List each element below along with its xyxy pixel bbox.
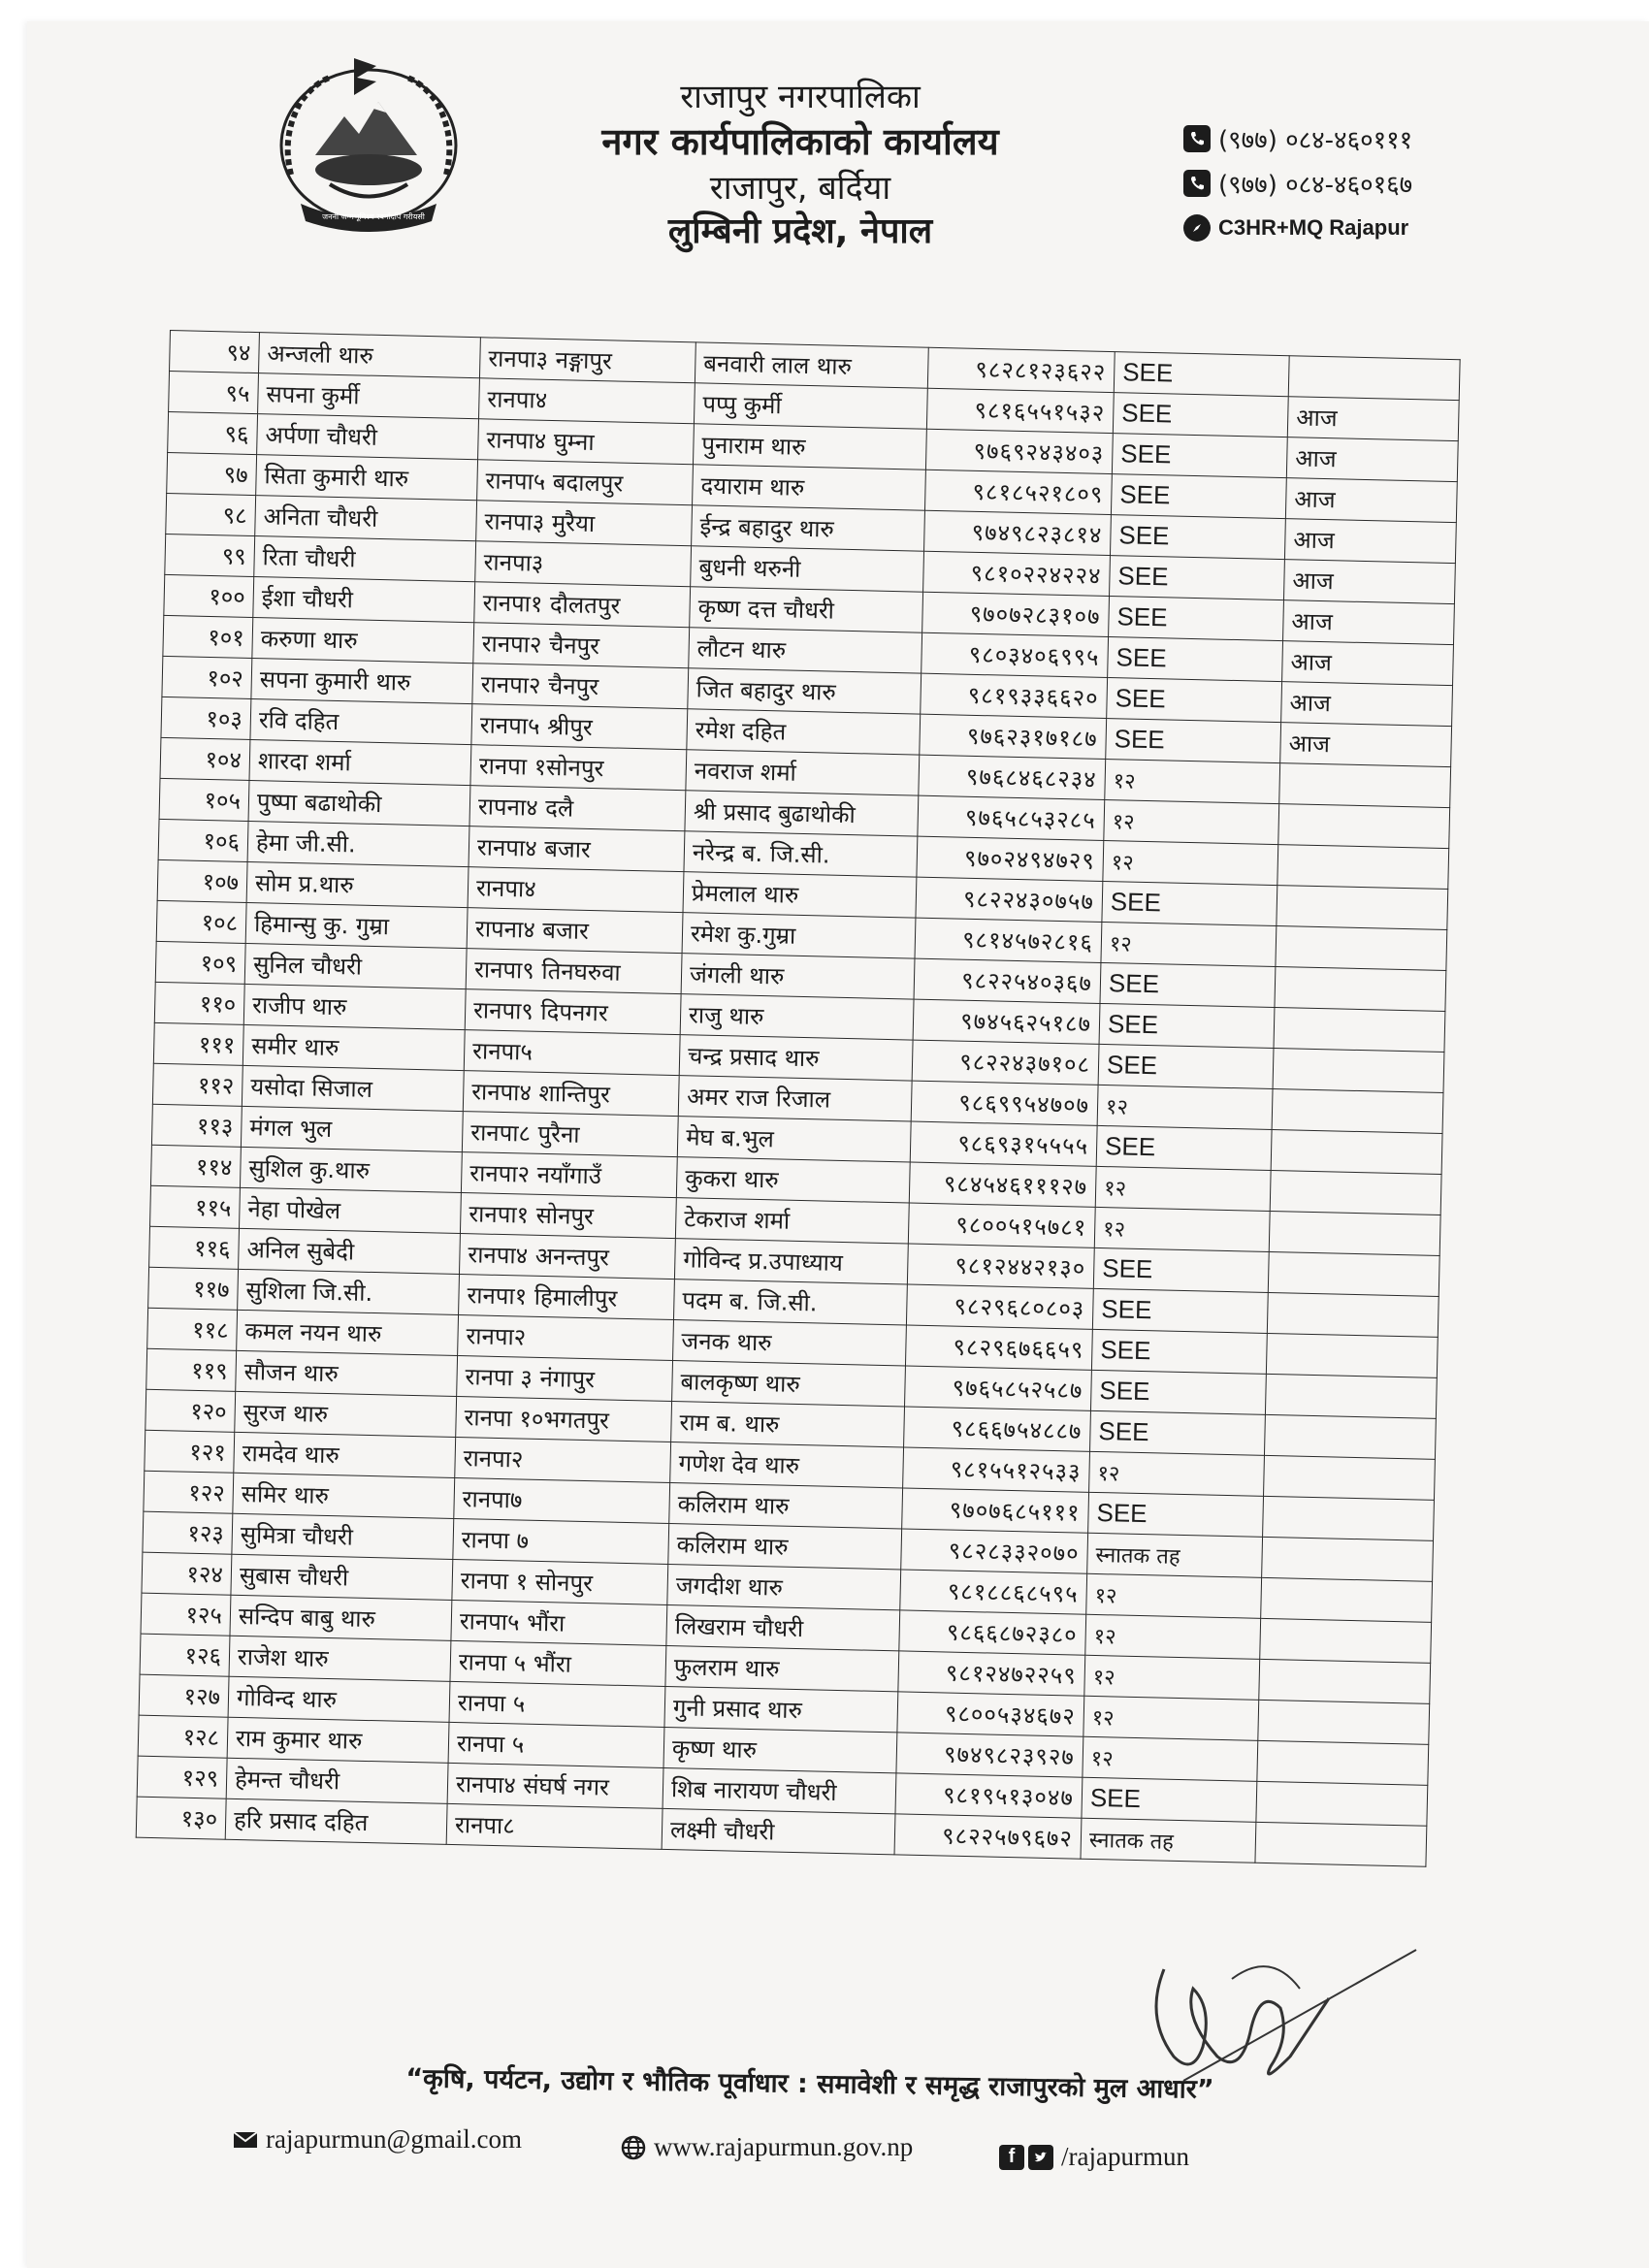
serial-number-cell: ११९ — [146, 1348, 237, 1391]
address-cell: रानपा ५ — [449, 1681, 665, 1727]
phone-number-cell: ९७४९८२३८१४ — [924, 510, 1112, 555]
education-level-cell: SEE — [1091, 1329, 1267, 1374]
twitter-icon — [1028, 2145, 1053, 2170]
contact-block — [1183, 122, 1412, 256]
education-level-cell: SEE — [1090, 1370, 1266, 1414]
remark-cell — [1277, 845, 1449, 890]
education-level-cell: SEE — [1110, 556, 1285, 600]
student-name-cell: हिमान्सु कु. गुम्रा — [245, 902, 468, 948]
education-level-cell: SEE — [1113, 393, 1288, 437]
guardian-name-cell: जित बहादुर थारु — [688, 668, 922, 714]
remark-cell: आज — [1287, 397, 1459, 441]
guardian-name-cell: पुनाराम थारु — [693, 424, 926, 470]
education-level-cell: SEE — [1110, 515, 1285, 560]
phone-number-cell: ९८२९६८०८०३ — [906, 1284, 1093, 1329]
student-name-cell: हरि प्रसाद दहित — [225, 1798, 447, 1844]
phone-number-cell: ९८१२४७२२५९ — [898, 1651, 1085, 1696]
phone-number-cell: ९८२२५४०३६७ — [914, 958, 1101, 1003]
guardian-name-cell: गुनी प्रसाद थारु — [664, 1686, 898, 1732]
guardian-name-cell: मेघ ब.भुल — [677, 1117, 911, 1162]
phone-number-cell: ९८२८१२३६२२ — [927, 347, 1115, 392]
guardian-name-cell: जंगली थारु — [681, 954, 915, 999]
records-table — [136, 330, 1461, 1867]
phone-number-cell: ९८१८८६८५९५ — [900, 1570, 1087, 1614]
guardian-name-cell: रमेश दहित — [687, 709, 921, 755]
guardian-name-cell: श्री प्रसाद बुढाथोकी — [685, 791, 919, 836]
serial-number-cell: ११० — [154, 982, 244, 1024]
education-level-cell: SEE — [1112, 434, 1287, 478]
address-cell: रानपा९ तिनघरुवा — [466, 949, 682, 994]
education-level-cell: १२ — [1103, 840, 1278, 885]
phone-number-cell: ९७६८४६८२३४ — [919, 755, 1106, 799]
education-level-cell: SEE — [1082, 1777, 1257, 1822]
address-cell: रानपा १सोनपुर — [470, 745, 687, 791]
phone-number-cell: ९८१५५१२५३३ — [903, 1447, 1090, 1492]
guardian-name-cell: लक्ष्मी चौधरी — [662, 1808, 895, 1854]
education-level-cell: १२ — [1084, 1655, 1260, 1700]
phone-number-cell: ९८१६५५१५३२ — [926, 388, 1114, 433]
student-name-cell: राम कुमार थारु — [227, 1717, 449, 1763]
phone-number-cell: ९८२२४३०७५७ — [916, 877, 1103, 922]
remark-cell: आज — [1281, 682, 1453, 727]
footer-website[interactable] — [621, 2132, 913, 2162]
serial-number-cell: १०३ — [161, 697, 251, 739]
address-cell: रानपा४ — [468, 867, 684, 913]
remark-cell — [1258, 1700, 1430, 1744]
remark-cell — [1271, 1129, 1442, 1174]
serial-number-cell: ९८ — [166, 493, 256, 535]
education-level-cell: SEE — [1093, 1247, 1269, 1292]
footer-social[interactable] — [999, 2142, 1189, 2172]
address-cell: रानपा १ सोनपुर — [452, 1559, 668, 1604]
guardian-name-cell: बालकृष्ण थारु — [672, 1361, 906, 1407]
education-level-cell: SEE — [1114, 352, 1289, 397]
student-name-cell: ईशा चौधरी — [253, 577, 475, 623]
phone-number-cell: ९७६५८५३२८५ — [918, 795, 1105, 840]
guardian-name-cell: ईन्द्र बहादुर थारु — [692, 505, 925, 551]
student-name-cell: हेमा जी.सी. — [247, 821, 469, 866]
phone-number-1: (९७७) ०८४-४६०१११ — [1218, 126, 1413, 155]
student-name-cell: सुरज थारु — [235, 1391, 457, 1437]
remark-cell — [1255, 1822, 1427, 1866]
serial-number-cell: १२८ — [138, 1715, 228, 1758]
municipality-slogan: “कृषि, पर्यटन, उद्योग र भौतिक पूर्वाधार : समावेशी र समृद्ध राजापुरको मुल आधार” — [405, 2063, 1214, 2105]
student-name-cell: सुशिल कु.थारु — [240, 1147, 462, 1192]
guardian-name-cell: बुधनी थरुनी — [691, 546, 924, 592]
phone-number-cell: ९८१९५१३०४७ — [895, 1773, 1083, 1818]
guardian-name-cell: कलिराम थारु — [668, 1523, 902, 1569]
office-location: राजापुर, बर्दिया — [709, 168, 891, 208]
education-level-cell: स्नातक तह — [1081, 1818, 1256, 1863]
address-cell: रानपा९ दिपनगर — [465, 989, 681, 1035]
education-level-cell: SEE — [1092, 1288, 1268, 1333]
footer-email[interactable] — [233, 2124, 522, 2155]
student-name-cell: रामदेव थारु — [234, 1432, 456, 1477]
guardian-name-cell: शिब नारायण चौधरी — [663, 1767, 896, 1813]
serial-number-cell: ११३ — [151, 1104, 242, 1147]
guardian-name-cell: रमेश कु.गुम्रा — [682, 913, 916, 958]
guardian-name-cell: गणेश देव थारु — [670, 1442, 904, 1488]
student-name-cell: करुणा थारु — [252, 618, 474, 664]
guardian-name-cell: टेकराज शर्मा — [675, 1198, 909, 1244]
student-name-cell: समिर थारु — [233, 1473, 455, 1518]
address-cell: रानपा१ हिमालीपुर — [459, 1275, 675, 1320]
address-cell: रानपा५ — [464, 1030, 680, 1076]
serial-number-cell: ९६ — [168, 411, 258, 454]
education-level-cell: SEE — [1111, 474, 1286, 519]
address-cell: रापना४ बजार — [467, 908, 683, 954]
remark-cell — [1259, 1659, 1431, 1703]
serial-number-cell: ११२ — [152, 1063, 242, 1106]
phone-number-cell: ९८२८३३२०७० — [901, 1529, 1088, 1573]
remark-cell — [1261, 1577, 1433, 1622]
phone-number-cell: ९७४९८२३९२७ — [896, 1733, 1083, 1777]
compass-icon — [1183, 214, 1211, 242]
guardian-name-cell: बनवारी लाल थारु — [695, 342, 928, 388]
remark-cell: आज — [1282, 641, 1454, 686]
phone-number-cell: ९८१८५२१८०९ — [924, 470, 1112, 514]
education-level-cell: १२ — [1089, 1451, 1265, 1496]
phone-number-cell: ९८१२४४२१३० — [907, 1244, 1094, 1288]
phone-number-cell: ९७४५६२५१८७ — [913, 999, 1100, 1044]
remark-cell — [1279, 763, 1451, 808]
facebook-icon: f — [999, 2145, 1024, 2170]
contact-phone-1 — [1183, 122, 1412, 155]
student-name-cell: राजेश थारु — [229, 1636, 451, 1681]
education-level-cell: SEE — [1090, 1410, 1266, 1455]
student-name-cell: सुनिल चौधरी — [244, 943, 467, 988]
email-address: rajapurmun@gmail.com — [266, 2124, 523, 2154]
serial-number-cell: १०५ — [159, 778, 249, 821]
serial-number-cell: १२० — [146, 1389, 236, 1432]
serial-number-cell: १०६ — [158, 819, 248, 861]
address-cell: रानपा३ मुरैया — [476, 501, 693, 546]
address-cell: रानपा ७ — [453, 1518, 669, 1564]
address-cell: रानपा४ संघर्ष नगर — [447, 1763, 663, 1808]
student-name-cell: रवि दहित — [250, 699, 472, 745]
student-name-cell: हेमन्त चौधरी — [226, 1758, 448, 1803]
education-level-cell: १२ — [1086, 1573, 1262, 1618]
education-level-cell: SEE — [1099, 1003, 1275, 1048]
serial-number-cell: ९७ — [167, 452, 257, 495]
student-name-cell: शारदा शर्मा — [249, 739, 471, 785]
serial-number-cell: १२७ — [139, 1674, 229, 1717]
office-name: नगर कार्यपालिकाको कार्यालय — [601, 120, 999, 164]
municipality-name: राजापुर नगरपालिका — [680, 78, 921, 116]
address-cell: रानपा४ अनन्तपुर — [459, 1234, 675, 1280]
address-cell: रानपा२ — [455, 1437, 671, 1482]
address-cell: रानपा८ पुरैना — [462, 1112, 678, 1157]
emblem-motto: जननी जन्मभूमिश्च स्वर्गादपि गरीयसी — [322, 212, 425, 221]
remark-cell: आज — [1280, 723, 1452, 767]
remark-cell — [1275, 967, 1446, 1012]
records-table-body — [136, 331, 1460, 1867]
education-level-cell: १२ — [1095, 1166, 1271, 1211]
guardian-name-cell: राम ब. थारु — [671, 1402, 905, 1447]
remark-cell — [1260, 1618, 1432, 1663]
education-level-cell: SEE — [1107, 678, 1282, 723]
globe-icon — [621, 2135, 646, 2160]
serial-number-cell: १११ — [153, 1022, 243, 1065]
education-level-cell: १२ — [1101, 922, 1277, 966]
phone-number-cell: ९८६९९५४७०७ — [911, 1081, 1098, 1125]
serial-number-cell: १२३ — [143, 1511, 233, 1554]
address-cell: रानपा३ — [475, 541, 692, 587]
address-cell: रानपा५ बदालपुर — [477, 460, 694, 505]
address-cell: रानपा४ — [479, 378, 695, 424]
student-name-cell: अन्जली थारु — [259, 333, 481, 378]
serial-number-cell: ११५ — [150, 1185, 241, 1228]
province-name: लुम्बिनी प्रदेश, नेपाल — [667, 211, 933, 251]
education-level-cell: SEE — [1088, 1492, 1264, 1537]
education-level-cell: SEE — [1106, 719, 1281, 763]
student-name-cell: गोविन्द थारु — [228, 1676, 450, 1722]
envelope-icon — [233, 2127, 258, 2153]
address-cell: रापना४ दलै — [469, 786, 686, 831]
student-name-cell: सपना कुर्मी — [258, 373, 480, 419]
address-cell: रानपा८ — [446, 1803, 663, 1849]
phone-number-cell: ९८२२४३७१०८ — [912, 1040, 1099, 1085]
education-level-cell: SEE — [1098, 1044, 1274, 1088]
remark-cell — [1266, 1333, 1438, 1377]
phone-number-cell: ९७०७६८५१११ — [902, 1488, 1089, 1533]
remark-cell — [1276, 926, 1447, 971]
address-cell: रानपा४ घुम्ना — [478, 419, 695, 465]
remark-cell: आज — [1283, 560, 1455, 604]
serial-number-cell: ११७ — [148, 1267, 239, 1310]
guardian-name-cell: नवराज शर्मा — [686, 750, 920, 795]
education-level-cell: १२ — [1104, 799, 1279, 844]
phone-number-cell: ९८१९३३६६२० — [921, 673, 1108, 718]
student-name-cell: पुष्पा बढाथोकी — [248, 780, 470, 826]
guardian-name-cell: कुकरा थारु — [676, 1157, 910, 1203]
guardian-name-cell: चन्द्र प्रसाद थारु — [679, 1035, 913, 1081]
address-cell: रानपा ५ — [448, 1722, 664, 1767]
remark-cell — [1265, 1374, 1437, 1418]
phone-number-cell: ९७६५८५२५८७ — [905, 1366, 1092, 1410]
address-cell: रानपा५ भौंरा — [451, 1600, 667, 1645]
education-level-cell: १२ — [1097, 1085, 1273, 1129]
student-name-cell: सोम प्र.थारु — [246, 861, 469, 907]
serial-number-cell: ११८ — [147, 1308, 238, 1350]
remark-cell — [1264, 1455, 1436, 1500]
serial-number-cell: १०२ — [162, 656, 252, 698]
guardian-name-cell: पप्पु कुर्मी — [694, 383, 927, 429]
address-cell: रानपा४ शान्तिपुर — [463, 1071, 679, 1117]
remark-cell — [1264, 1414, 1436, 1459]
phone-number-cell: ९८१०२२४२२४ — [923, 551, 1111, 596]
nepal-emblem-icon — [262, 49, 485, 243]
remark-cell — [1272, 1088, 1443, 1133]
serial-number-cell: १०१ — [163, 615, 253, 658]
contact-phone-2 — [1183, 167, 1412, 200]
remark-cell — [1262, 1537, 1434, 1581]
serial-number-cell: ११६ — [149, 1226, 240, 1269]
remark-cell: आज — [1283, 600, 1455, 645]
student-name-cell: कमल नयन थारु — [237, 1310, 459, 1355]
address-cell: रानपा१ सोनपुर — [460, 1193, 676, 1239]
serial-number-cell: १२५ — [141, 1593, 231, 1636]
remark-cell — [1267, 1292, 1439, 1337]
remark-cell — [1268, 1251, 1439, 1296]
phone-number-cell: ९८६६८७२३८० — [899, 1610, 1086, 1655]
guardian-name-cell: लौटन थारु — [689, 628, 922, 673]
address-cell: रानपा२ नयाँगाउँ — [461, 1152, 677, 1198]
address-cell: रानपा ५ भौंरा — [450, 1640, 666, 1686]
phone-number-cell: ९७०२४९४७२९ — [917, 836, 1104, 881]
office-header — [543, 76, 1057, 255]
guardian-name-cell: जगदीश थारु — [667, 1564, 901, 1609]
guardian-name-cell: कृष्ण थारु — [663, 1727, 897, 1772]
serial-number-cell: १०० — [164, 574, 254, 617]
serial-number-cell: ९४ — [170, 331, 260, 373]
student-name-cell: सुशिला जि.सी. — [238, 1269, 460, 1314]
plus-code-location: C3HR+MQ Rajapur — [1218, 215, 1409, 240]
guardian-name-cell: राजु थारु — [680, 994, 914, 1040]
serial-number-cell: १२९ — [137, 1756, 227, 1798]
address-cell: रानपा७ — [454, 1477, 670, 1523]
address-cell: रानपा १०भगतपुर — [456, 1396, 672, 1442]
guardian-name-cell: पदम ब. जि.सी. — [673, 1280, 907, 1325]
remark-cell — [1269, 1211, 1440, 1255]
address-cell: रानपा३ नङ्गापुर — [479, 338, 695, 383]
serial-number-cell: १२६ — [140, 1634, 230, 1676]
address-cell: रानपा४ बजार — [469, 826, 685, 872]
student-name-cell: सुमित्रा चौधरी — [232, 1513, 454, 1559]
education-level-cell: SEE — [1096, 1125, 1272, 1170]
serial-number-cell: १२२ — [144, 1471, 234, 1513]
student-name-cell: अनिल सुबेदी — [239, 1228, 461, 1274]
address-cell: रानपा१ दौलतपुर — [474, 582, 691, 628]
contact-location — [1183, 211, 1412, 244]
student-name-cell: अर्पणा चौधरी — [257, 414, 479, 460]
phone-icon — [1183, 170, 1211, 197]
phone-number-2: (९७७) ०८४-४६०१६७ — [1218, 171, 1413, 200]
footer — [233, 2113, 1232, 2171]
remark-cell: आज — [1286, 437, 1458, 482]
serial-number-cell: १०४ — [160, 737, 250, 780]
student-name-cell: समीर थारु — [242, 1024, 465, 1070]
remark-cell — [1278, 804, 1450, 849]
student-name-cell: राजीप थारु — [243, 984, 466, 1029]
phone-number-cell: ९८२९६७६६५९ — [905, 1325, 1092, 1370]
education-level-cell: SEE — [1109, 597, 1284, 641]
phone-number-cell: ९८१४५७२८१६ — [915, 918, 1102, 962]
education-level-cell: स्नातक तह — [1087, 1533, 1263, 1577]
phone-number-cell: ९८००५१५७८१ — [908, 1203, 1095, 1247]
address-cell: रानपा२ चैनपुर — [473, 623, 690, 668]
guardian-name-cell: कृष्ण दत्त चौधरी — [690, 587, 923, 632]
phone-number-cell: ९८०३४०६९९५ — [922, 632, 1109, 677]
address-cell: रानपा२ — [458, 1315, 674, 1361]
guardian-name-cell: प्रेमलाल थारु — [683, 872, 917, 918]
remark-cell — [1274, 1008, 1445, 1053]
student-name-cell: नेहा पोखेल — [240, 1187, 462, 1233]
remark-cell — [1288, 356, 1460, 401]
phone-number-cell: ९८२२५७९६७२ — [894, 1814, 1082, 1859]
guardian-name-cell: जनक थारु — [673, 1320, 907, 1366]
remark-cell — [1273, 1049, 1444, 1093]
guardian-name-cell: नरेन्द्र ब. जि.सी. — [684, 831, 918, 877]
serial-number-cell: १०७ — [157, 859, 247, 902]
education-level-cell: SEE — [1102, 881, 1277, 925]
student-name-cell: सिता कुमारी थारु — [256, 455, 478, 501]
remark-cell — [1270, 1170, 1441, 1215]
remark-cell — [1263, 1496, 1435, 1540]
serial-number-cell: १२४ — [142, 1552, 232, 1595]
guardian-name-cell: लिखराम चौधरी — [666, 1604, 900, 1650]
guardian-name-cell: कलिराम थारु — [669, 1483, 903, 1529]
student-name-cell: सौजन थारु — [236, 1350, 458, 1396]
phone-number-cell: ९८४५४६१११२७ — [909, 1162, 1096, 1207]
serial-number-cell: ९५ — [169, 372, 259, 414]
serial-number-cell: ९९ — [165, 534, 255, 576]
education-level-cell: १२ — [1094, 1207, 1270, 1251]
student-name-cell: अनिता चौधरी — [255, 496, 477, 541]
student-name-cell: सन्दिप बाबु थारु — [230, 1595, 452, 1640]
phone-number-cell: ९७६२३१७१८७ — [920, 714, 1107, 759]
serial-number-cell: १२१ — [145, 1430, 235, 1473]
education-level-cell: १२ — [1105, 760, 1280, 804]
education-level-cell: १२ — [1083, 1696, 1259, 1740]
education-level-cell: १२ — [1083, 1736, 1258, 1781]
address-cell: रानपा५ श्रीपुर — [471, 704, 688, 750]
education-level-cell: SEE — [1108, 637, 1283, 682]
phone-icon — [1183, 125, 1211, 152]
address-cell: रानपा२ चैनपुर — [472, 664, 689, 709]
phone-number-cell: ९७६९२४३४०३ — [925, 429, 1113, 473]
student-name-cell: यसोदा सिजाल — [242, 1065, 464, 1111]
remark-cell: आज — [1284, 519, 1456, 564]
student-name-cell: सुबास चौधरी — [231, 1554, 453, 1600]
guardian-name-cell: दयाराम थारु — [693, 465, 926, 510]
phone-number-cell: ९८६९३१५५५५ — [910, 1121, 1097, 1166]
guardian-name-cell: अमर राज रिजाल — [678, 1076, 912, 1121]
social-handle: /rajapurmun — [1061, 2142, 1189, 2171]
phone-number-cell: ९७०७२८३१०७ — [922, 592, 1110, 636]
serial-number-cell: ११४ — [150, 1145, 241, 1187]
education-level-cell: SEE — [1100, 962, 1276, 1007]
student-name-cell: सपना कुमारी थारु — [251, 659, 473, 704]
serial-number-cell: १०८ — [156, 900, 246, 943]
student-name-cell: मंगल भुल — [241, 1106, 463, 1151]
phone-number-cell: ९८६६७५४८८७ — [904, 1407, 1091, 1451]
remark-cell — [1256, 1781, 1428, 1826]
serial-number-cell: १३० — [136, 1797, 226, 1839]
remark-cell — [1257, 1740, 1429, 1785]
education-level-cell: १२ — [1085, 1614, 1261, 1659]
remark-cell — [1277, 886, 1448, 930]
guardian-name-cell: गोविन्द प्र.उपाध्याय — [674, 1239, 908, 1284]
serial-number-cell: १०९ — [155, 941, 245, 984]
phone-number-cell: ९८००५३४६७२ — [897, 1692, 1084, 1736]
remark-cell: आज — [1285, 478, 1457, 523]
website-url: www.rajapurmun.gov.np — [654, 2132, 914, 2161]
student-name-cell: रिता चौधरी — [254, 536, 476, 582]
address-cell: रानपा ३ नंगापुर — [457, 1356, 673, 1402]
guardian-name-cell: फुलराम थारु — [665, 1645, 899, 1691]
